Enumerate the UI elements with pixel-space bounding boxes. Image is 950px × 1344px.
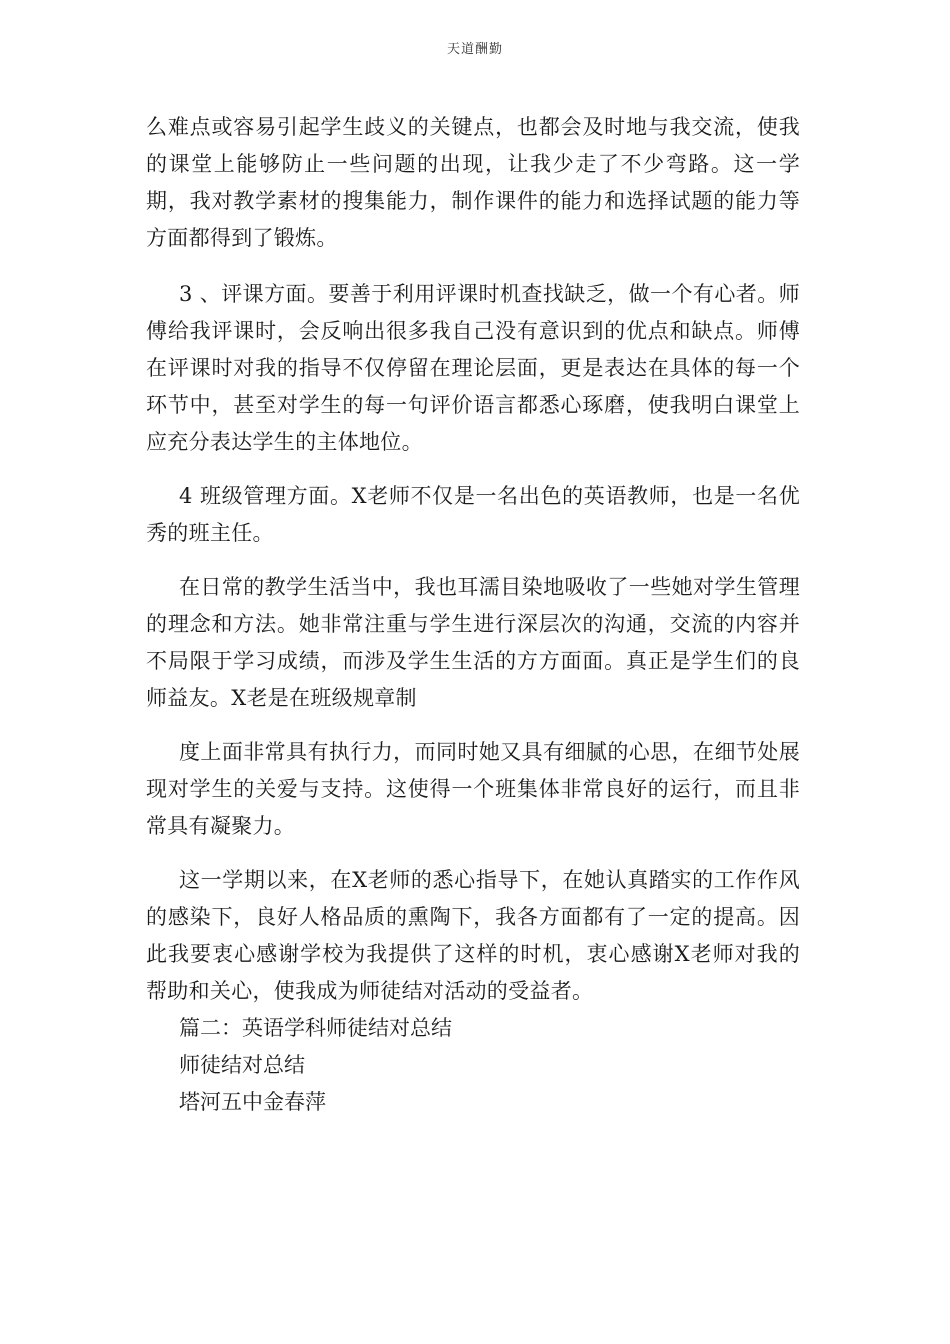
document-body <box>146 109 800 1121</box>
paragraph-execution: 度上面非常具有执行力，而同时她又具有细腻的心思，在细节处展现对学生的关爱与支持。这使得一个班集体非常良好的运行，而且非常具有凝聚力。 <box>146 740 800 838</box>
paragraph-daily-teaching: 在日常的教学生活当中，我也耳濡目染地吸收了一些她对学生管理的理念和方法。她非常注重与学生进行深层次的沟通，交流的内容并不局限于学习成绩，而涉及学生生活的方方面面。真正是学生们的良师益友。X老是在班级规章制 <box>146 575 800 710</box>
author-line: 塔河五中金春萍 <box>179 1090 326 1114</box>
section-subtitle: 师徒结对总结 <box>179 1053 305 1077</box>
paragraph-lesson-review: 3 、评课方面。要善于利用评课时机查找缺乏，做一个有心者。师傅给我评课时，会反响出很多我自己没有意识到的优点和缺点。师傅在评课时对我的指导不仅停留在理论层面，更是表达在具体的每一个环节中，甚至对学生的每一句评价语言都悉心琢磨，使我明白课堂上应充分表达学生的主体地位。 <box>146 282 800 454</box>
section-heading-part-two: 篇二：英语学科师徒结对总结 <box>179 1016 452 1040</box>
paragraph-continuation: 么难点或容易引起学生歧义的关键点，也都会及时地与我交流，使我的课堂上能够防止一些问题的出现，让我少走了不少弯路。这一学期，我对教学素材的搜集能力，制作课件的能力和选择试题的能力等方面都得到了锻炼。 <box>146 115 800 250</box>
page-header: 天道酬勤 <box>446 42 503 57</box>
paragraph-semester-summary: 这一学期以来，在X老师的悉心指导下，在她认真踏实的工作作风的感染下，良好人格品质的熏陶下，我各方面都有了一定的提高。因此我要衷心感谢学校为我提供了这样的时机，衷心感谢X老师对我的帮助和关心，使我成为师徒结对活动的受益者。 <box>146 868 800 1003</box>
paragraph-class-management: 4 班级管理方面。X老师不仅是一名出色的英语教师，也是一名优秀的班主任。 <box>146 484 800 545</box>
